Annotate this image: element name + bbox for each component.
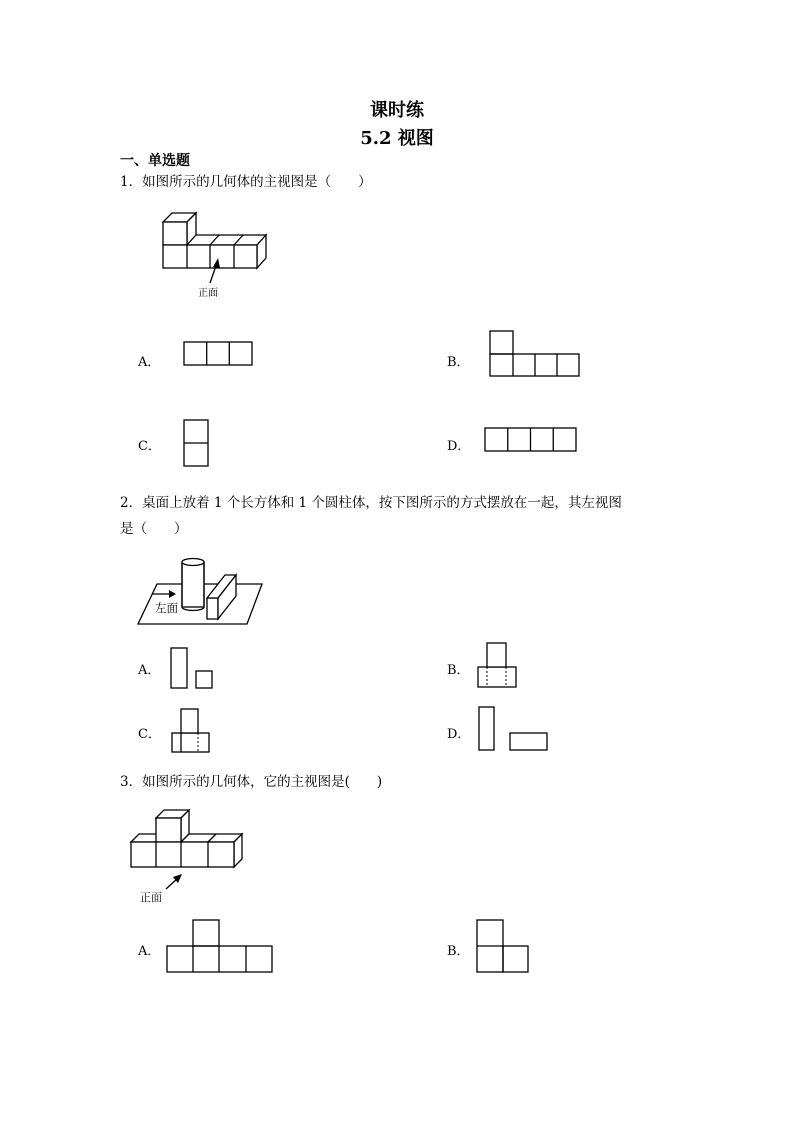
q2-option-c-figure	[171, 708, 213, 754]
q1-option-d-figure	[484, 427, 580, 454]
q2-option-c[interactable]: C．	[138, 727, 161, 742]
q2-option-b[interactable]: B．	[447, 663, 470, 678]
q1-option-b[interactable]: B．	[447, 355, 470, 370]
q1-option-a-figure	[183, 341, 255, 367]
q3-option-b-figure	[476, 919, 532, 975]
q2-figure	[135, 553, 270, 631]
q2-figure-label: 左面	[155, 601, 178, 615]
q1-option-c[interactable]: C．	[138, 439, 161, 454]
q1-option-d[interactable]: D．	[447, 439, 471, 454]
question-1-stem: 1．如图所示的几何体的主视图是（ ）	[120, 174, 372, 190]
q3-option-a[interactable]: A．	[138, 944, 161, 959]
question-2-stem-line1: 2．桌面上放着 1 个长方体和 1 个圆柱体，按下图所示的方式摆放在一起，其左视图	[120, 495, 622, 511]
q3-option-a-figure	[166, 919, 276, 975]
question-2-stem-line2: 是（ ）	[120, 521, 188, 537]
q1-figure-label: 正面	[198, 288, 218, 299]
q3-figure-label: 正面	[140, 891, 162, 904]
q1-figure	[150, 205, 280, 305]
q2-option-a-figure	[170, 647, 214, 691]
q2-option-a[interactable]: A．	[138, 663, 161, 678]
q1-option-b-figure	[489, 330, 583, 378]
q2-option-d-figure	[478, 706, 552, 754]
page-title: 课时练	[370, 100, 424, 121]
q2-option-b-figure	[477, 642, 519, 690]
page-subtitle: 5.2 视图	[360, 128, 434, 149]
q3-figure	[128, 802, 248, 904]
q2-option-d[interactable]: D．	[447, 727, 471, 742]
q3-option-b[interactable]: B．	[447, 944, 470, 959]
q1-option-a[interactable]: A．	[138, 355, 161, 370]
question-3-stem: 3．如图所示的几何体，它的主视图是( )	[120, 774, 383, 790]
section-heading: 一、单选题	[120, 153, 190, 169]
q1-option-c-figure	[183, 419, 211, 469]
